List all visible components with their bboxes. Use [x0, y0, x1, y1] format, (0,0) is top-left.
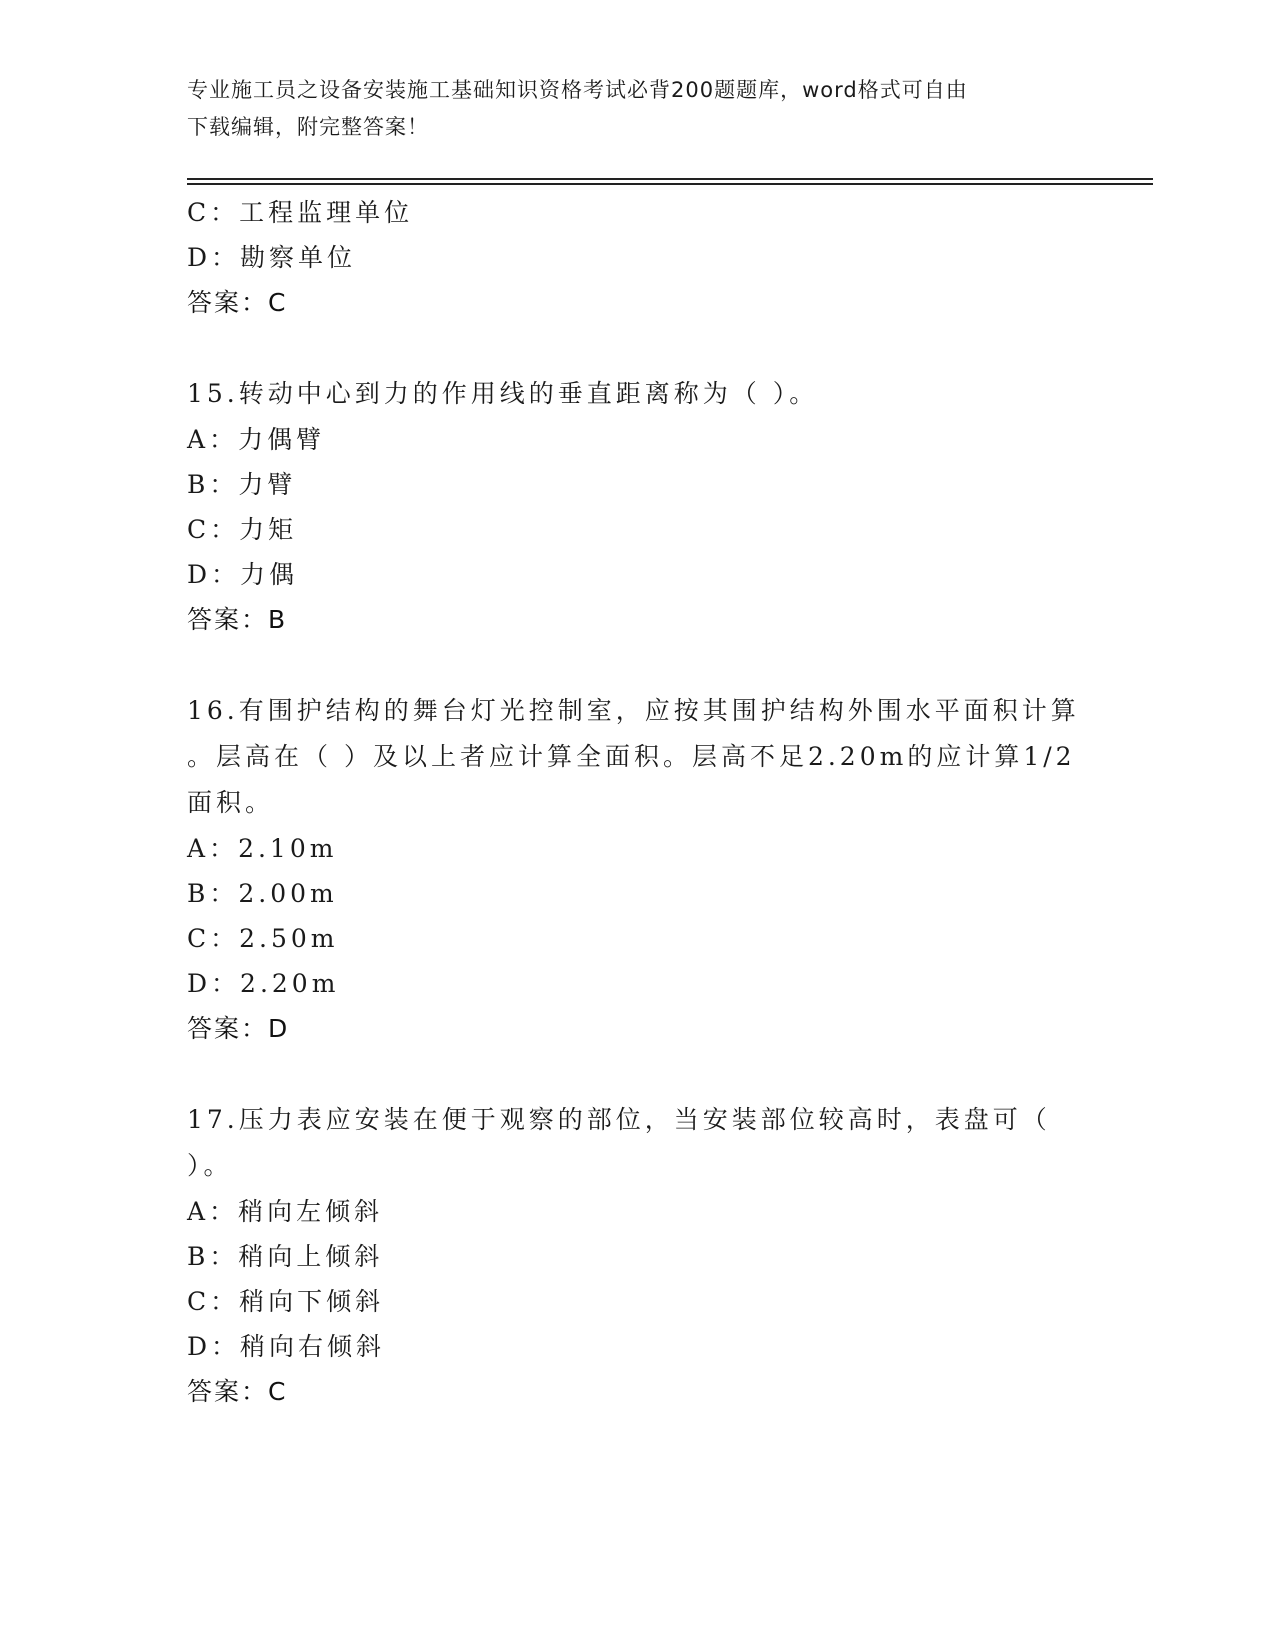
option-text: 力矩 [239, 515, 298, 544]
option-b [187, 1234, 1087, 1279]
option-a [187, 417, 1087, 462]
option-text: 工程监理单位 [239, 198, 414, 227]
option-text: 力臂 [238, 470, 297, 499]
header-divider-bottom [187, 183, 1153, 185]
header-line-2: 下载编辑，附完整答案！ [187, 115, 429, 139]
option-label: A： [187, 425, 239, 454]
option-d [187, 961, 1087, 1006]
header-divider-top [187, 178, 1153, 180]
answer-line: 答案：B [187, 605, 288, 634]
question-list [187, 190, 1087, 1414]
option-d [187, 1324, 1087, 1369]
option-text: 2.50m [239, 924, 339, 953]
option-c [187, 190, 1087, 235]
option-text: 2.10m [238, 834, 338, 863]
option-text: 2.20m [240, 969, 340, 998]
question-stem-line-3: 面积。 [187, 788, 275, 817]
option-c [187, 1279, 1087, 1324]
question-stem-line-2: ）。 [187, 1151, 233, 1180]
option-label: B： [187, 1242, 239, 1271]
document-header [187, 72, 1087, 146]
answer-line: 答案：D [187, 1014, 290, 1043]
option-label: D： [187, 1332, 241, 1361]
option-a [187, 826, 1087, 871]
option-text: 2.00m [238, 879, 338, 908]
answer-line: 答案：C [187, 288, 288, 317]
question-stem-line-1: 16.有围护结构的舞台灯光控制室，应按其围护结构外围水平面积计算 [187, 696, 1080, 725]
option-label: D： [187, 243, 241, 272]
question-block-17 [187, 1097, 1087, 1414]
question-block-15 [187, 371, 1087, 642]
option-b [187, 871, 1087, 916]
option-text: 稍向下倾斜 [239, 1287, 385, 1316]
option-text: 稍向左倾斜 [238, 1197, 384, 1226]
option-label: A： [187, 834, 239, 863]
option-a [187, 1189, 1087, 1234]
option-c [187, 916, 1087, 961]
option-b [187, 462, 1087, 507]
option-c [187, 507, 1087, 552]
question-stem-line-2: 。层高在（ ）及以上者应计算全面积。层高不足2.20m的应计算1/2 [187, 742, 1076, 771]
option-label: C： [187, 198, 240, 227]
spacer [187, 325, 1087, 371]
option-text: 勘察单位 [240, 243, 357, 272]
option-text: 稍向右倾斜 [240, 1332, 386, 1361]
question-block-16 [187, 688, 1087, 1051]
option-d [187, 235, 1087, 280]
answer-line: 答案：C [187, 1377, 288, 1406]
spacer [187, 642, 1087, 688]
option-label: B： [187, 879, 239, 908]
question-stem-line-1: 17.压力表应安装在便于观察的部位，当安装部位较高时，表盘可（ [187, 1105, 1051, 1134]
option-label: C： [187, 1287, 240, 1316]
option-label: D： [187, 560, 241, 589]
option-label: C： [187, 515, 240, 544]
header-line-1: 专业施工员之设备安装施工基础知识资格考试必背200题题库，word格式可自由 [187, 78, 968, 102]
question-stem: 15.转动中心到力的作用线的垂直距离称为（ ）。 [187, 379, 819, 408]
option-text: 稍向上倾斜 [238, 1242, 384, 1271]
option-d [187, 552, 1087, 597]
option-text: 力偶臂 [238, 425, 326, 454]
option-label: D： [187, 969, 241, 998]
option-label: C： [187, 924, 240, 953]
spacer [187, 1051, 1087, 1097]
prev-question-block [187, 190, 1087, 325]
option-label: A： [187, 1197, 239, 1226]
option-label: B： [187, 470, 239, 499]
option-text: 力偶 [240, 560, 299, 589]
